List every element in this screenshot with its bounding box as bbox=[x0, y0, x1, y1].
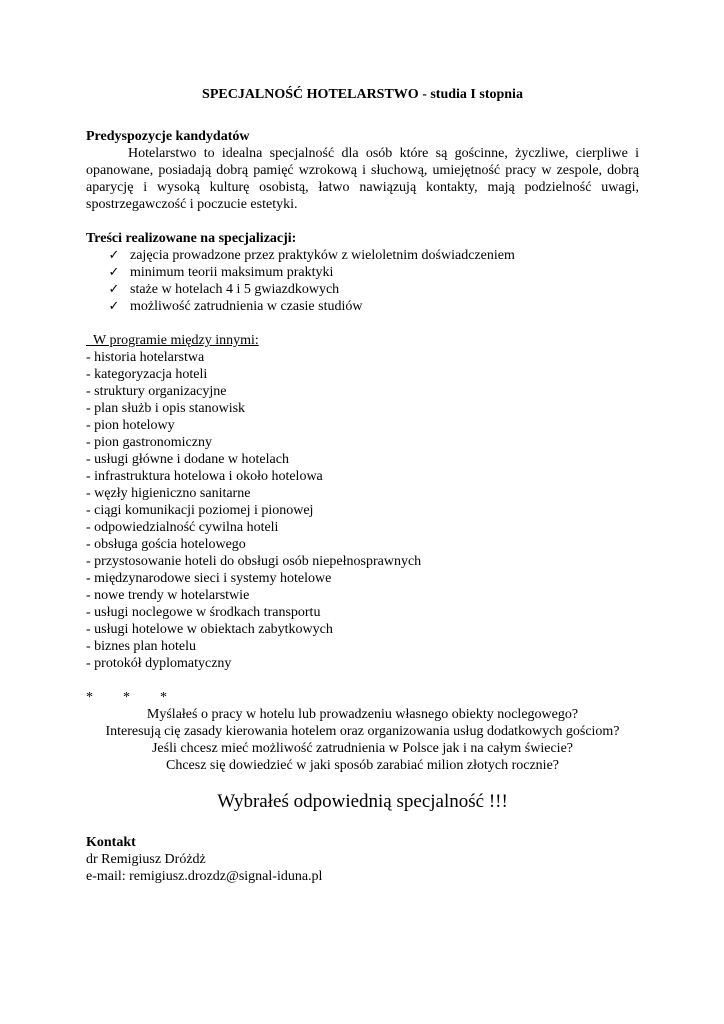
list-item: - międzynarodowe sieci i systemy hotelowe bbox=[86, 571, 332, 586]
list-item: - pion gastronomiczny bbox=[86, 435, 212, 450]
list-item: - ciągi komunikacji poziomej i pionowej bbox=[86, 503, 314, 518]
list-item: ✓ minimum teorii maksimum praktyki bbox=[106, 264, 639, 281]
section-separator bbox=[86, 689, 639, 706]
checkmark-icon: ✓ bbox=[108, 282, 120, 297]
list-item: - usługi hotelowe w obiektach zabytkowych bbox=[86, 622, 333, 637]
list-item: - przystosowanie hoteli do obsługi osób niepełnosprawnych bbox=[86, 554, 422, 569]
tagline: Wybrałeś odpowiednią specjalność !!! bbox=[217, 791, 508, 812]
list-item: - nowe trendy w hotelarstwie bbox=[86, 588, 250, 603]
list-item: - plan służb i opis stanowisk bbox=[86, 401, 246, 416]
list-item: - usługi główne i dodane w hotelach bbox=[86, 452, 289, 467]
question-line: Interesują cię zasady kierowania hotelem oraz organizowania usług dodatkowych gościom? bbox=[105, 724, 620, 739]
question-line: Jeśli chcesz mieć możliwość zatrudnienia w Polsce jak i na całym świecie? bbox=[151, 741, 573, 756]
contact-heading: Kontakt bbox=[86, 835, 136, 850]
list-item: ✓ zajęcia prowadzone przez praktyków z wieloletnim doświadczeniem bbox=[106, 247, 639, 264]
checkmark-icon: ✓ bbox=[108, 248, 120, 263]
program-list bbox=[86, 349, 639, 672]
list-item: - obsługa gościa hotelowego bbox=[86, 537, 246, 552]
contents-heading: Treści realizowane na specjalizacji: bbox=[86, 231, 297, 246]
star-glyph: * bbox=[86, 690, 93, 705]
list-item: - protokół dyplomatyczny bbox=[86, 656, 232, 671]
predispositions-heading: Predyspozycje kandydatów bbox=[86, 129, 250, 144]
page-title: SPECJALNOŚĆ HOTELARSTWO - studia I stopnia bbox=[202, 87, 523, 102]
contents-list bbox=[86, 247, 639, 315]
list-item: - biznes plan hotelu bbox=[86, 639, 197, 654]
list-item: - struktury organizacyjne bbox=[86, 384, 227, 399]
list-item: - odpowiedzialność cywilna hoteli bbox=[86, 520, 279, 535]
list-item: ✓ staże w hotelach 4 i 5 gwiazdkowych bbox=[106, 281, 639, 298]
list-item: - infrastruktura hotelowa i około hotelowa bbox=[86, 469, 323, 484]
program-heading: W programie między innymi: bbox=[93, 333, 259, 348]
list-item: - historia hotelarstwa bbox=[86, 350, 205, 365]
list-item: - pion hotelowy bbox=[86, 418, 175, 433]
checkmark-icon: ✓ bbox=[108, 265, 120, 280]
checkmark-icon: ✓ bbox=[108, 299, 120, 314]
list-item: ✓ możliwość zatrudnienia w czasie studiów bbox=[106, 298, 639, 315]
predispositions-text: Hotelarstwo to idealna specjalność dla osób które są gościnne, życzliwe, cierpliwe i opanowane, posiadają dobrą pamięć wzrokową i słuchową, umiejętność pracy w zespole, dobrą aparycję i wysoką kulturę osobistą, łatwo nawiązują kontakty, mają podzielność uwagi, spostrzegawczość i poczucie estetyki. bbox=[86, 146, 639, 212]
question-line: Myślałeś o pracy w hotelu lub prowadzeniu własnego obiekty noclegowego? bbox=[146, 707, 579, 722]
star-glyph: * bbox=[123, 690, 130, 705]
contact-name: dr Remigiusz Dróżdż bbox=[86, 852, 206, 867]
star-glyph: * bbox=[160, 690, 167, 705]
document-page bbox=[86, 86, 639, 885]
list-item: - usługi noclegowe w środkach transportu bbox=[86, 605, 321, 620]
list-item: - węzły higieniczno sanitarne bbox=[86, 486, 251, 501]
question-line: Chcesz się dowiedzieć w jaki sposób zarabiać milion złotych rocznie? bbox=[165, 758, 560, 773]
contact-email: e-mail: remigiusz.drozdz@signal-iduna.pl bbox=[86, 869, 323, 884]
list-item: - kategoryzacja hoteli bbox=[86, 367, 208, 382]
